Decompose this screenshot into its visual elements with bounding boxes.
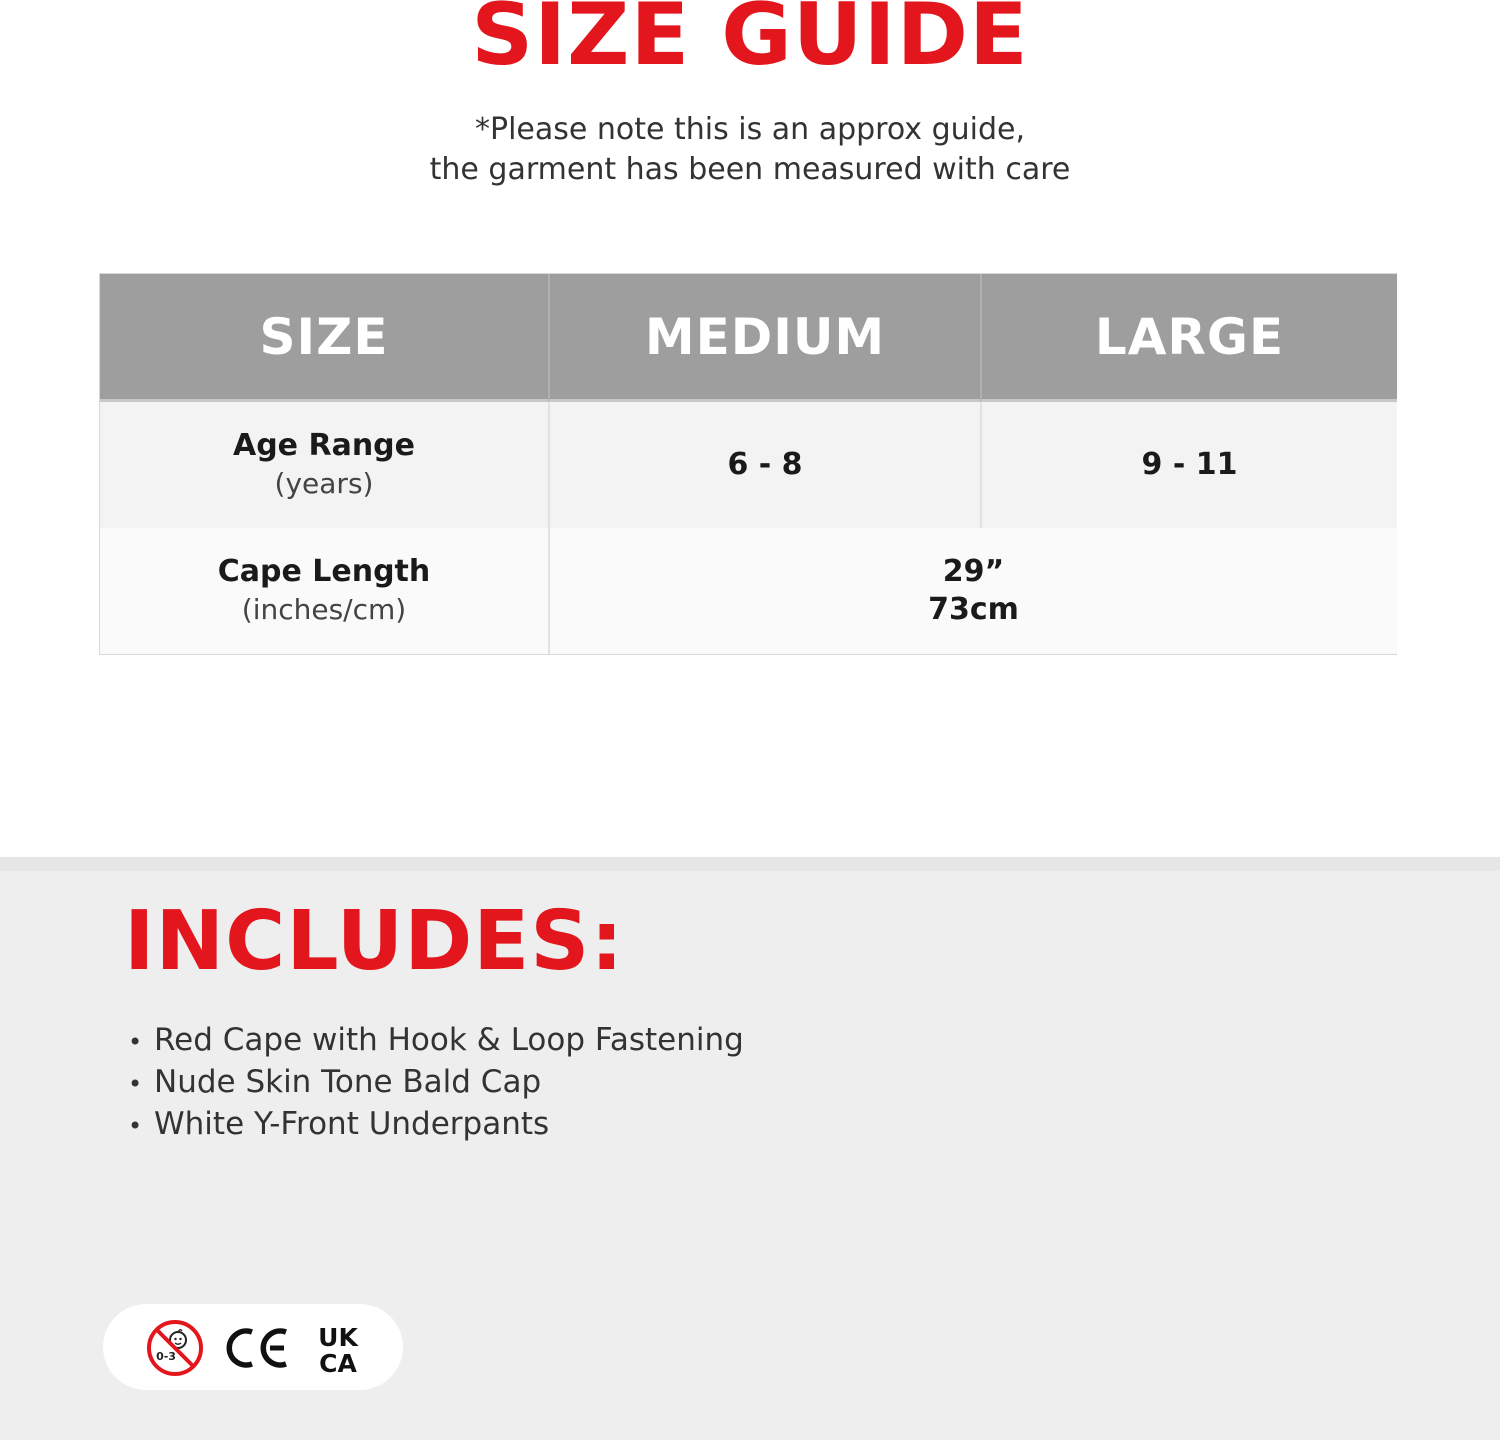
ukca-top-text: UK <box>318 1323 358 1352</box>
age-range-large-cell <box>980 402 1397 528</box>
size-note <box>0 110 1500 190</box>
section-divider <box>0 857 1500 871</box>
cape-length-label-cell <box>100 528 548 654</box>
age-range-large: 9 - 11 <box>1141 447 1238 482</box>
not-for-under-3-icon <box>145 1318 205 1378</box>
bullet: • <box>128 1028 143 1056</box>
size-table <box>99 273 1397 655</box>
age-range-label: Age Range <box>232 428 415 463</box>
includes-list <box>128 1020 744 1146</box>
page-title: SIZE GUIDE <box>471 0 1029 85</box>
cape-length-value-cell <box>548 528 1397 654</box>
cape-length-unit: (inches/cm) <box>241 593 407 626</box>
list-item <box>128 1104 744 1146</box>
cape-length-inches: 29” <box>942 554 1005 589</box>
size-note-line-1: *Please note this is an approx guide, <box>474 112 1026 147</box>
certification-badge <box>103 1304 403 1390</box>
age-range-medium: 6 - 8 <box>727 447 803 482</box>
cape-length-cm: 73cm <box>928 592 1019 627</box>
includes-title: INCLUDES: <box>124 894 625 989</box>
size-note-line-2: the garment has been measured with care <box>429 152 1071 187</box>
list-item-text: Nude Skin Tone Bald Cap <box>154 1064 542 1100</box>
age-range-medium-cell <box>548 402 980 528</box>
list-item-text: Red Cape with Hook & Loop Fastening <box>154 1022 744 1058</box>
header-medium: MEDIUM <box>548 274 980 402</box>
list-item <box>128 1020 744 1062</box>
list-item-text: White Y-Front Underpants <box>154 1106 550 1142</box>
header-size: SIZE <box>100 274 548 402</box>
age-range-label-cell <box>100 402 548 528</box>
age-warning-label: 0-3 <box>156 1350 176 1363</box>
header-large: LARGE <box>980 274 1397 402</box>
ukca-mark-icon <box>311 1322 365 1374</box>
ce-mark-icon <box>226 1326 292 1370</box>
includes-section <box>0 857 1500 1440</box>
bullet: • <box>128 1070 143 1098</box>
cape-length-label: Cape Length <box>217 554 431 589</box>
list-item <box>128 1062 744 1104</box>
age-range-unit: (years) <box>274 467 374 500</box>
bullet: • <box>128 1112 143 1140</box>
ukca-bottom-text: CA <box>319 1349 357 1374</box>
